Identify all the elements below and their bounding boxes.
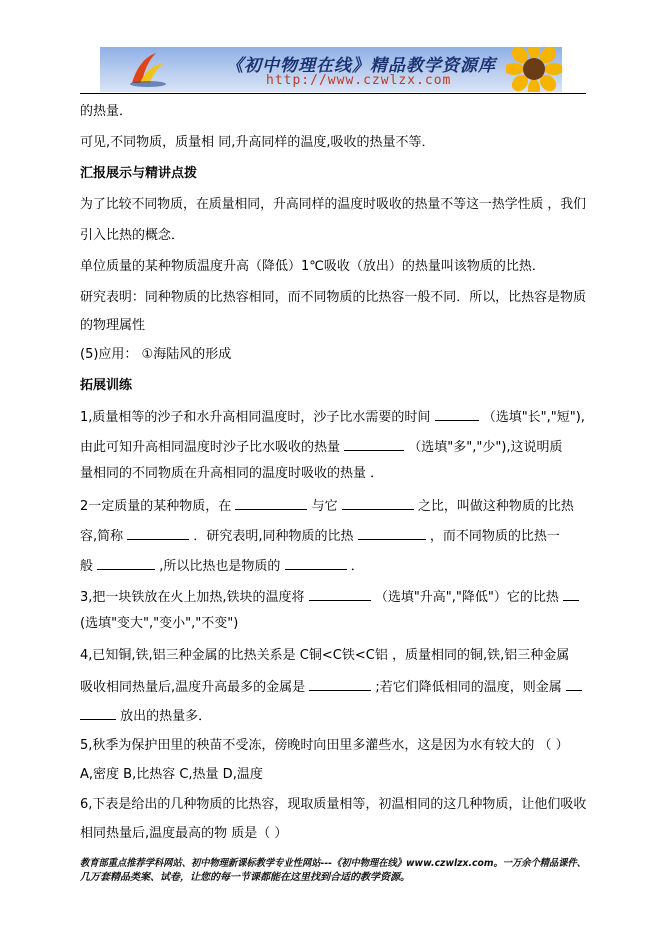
question-text: （选填"长","短"),: [482, 410, 585, 425]
answer-blank[interactable]: [309, 588, 371, 601]
question-1-line-2: [80, 438, 563, 456]
text-line: 的热量．: [80, 104, 133, 119]
question-6-line-1: 6,下表是给出的几种物质的比热容，现取质量相等，初温相同的这几种物质，让他们吸收: [80, 797, 587, 812]
question-2-line-1: [80, 497, 574, 515]
answer-blank[interactable]: [309, 678, 371, 691]
question-3-line-2: [80, 616, 238, 632]
answer-blank[interactable]: [344, 438, 404, 451]
question-text: 3,把一块铁放在火上加热,铁块的温度将: [80, 590, 305, 605]
question-text: 2一定质量的某种物质，在: [80, 499, 232, 514]
question-text: 1,质量相等的沙子和水升高相同温度时，沙子比水需要的时间: [80, 410, 431, 425]
question-text: 由此可知升高相同温度时沙子比水吸收的热量: [80, 440, 341, 455]
question-5-line-1: 5,秋季为保护田里的秧苗不受冻，傍晚时向田里多灌些水，这是因为水有较大的 （ ）: [80, 738, 569, 753]
answer-blank[interactable]: [563, 588, 579, 601]
text-line: 为了比较不同物质，在质量相同，升高同样的温度时吸收的热量不等这一热学性质 ，我们: [80, 197, 587, 212]
question-3-line-1: [80, 588, 579, 606]
question-1-line-1: [80, 408, 585, 426]
question-2-line-3: [80, 557, 364, 575]
section-heading: 拓展训练: [80, 378, 133, 393]
question-2-line-2: [80, 527, 560, 545]
question-5-options: A,密度 B,比热容 C,热量 D,温度: [80, 767, 263, 782]
question-1-line-3: [80, 466, 383, 482]
question-text: ,所以比热也是物质的: [159, 559, 281, 574]
banner-title: 《初中物理在线》精品教学资源库: [226, 56, 496, 76]
footer-line: 几万套精品类案、试卷，让您的每一节课都能在这里找到合适的教学资源。: [80, 872, 410, 883]
section-heading: 汇报展示与精讲点拨: [80, 166, 198, 181]
question-4-line-2: [80, 678, 582, 696]
site-logo-icon: [126, 49, 170, 89]
question-text: （选填"升高","降低"）它的比热: [374, 590, 559, 605]
question-text: 吸收相同热量后,温度升高最多的金属是: [80, 680, 306, 695]
question-text: 容,简称: [80, 529, 124, 544]
question-text: （选填"多","少"),这说明质: [408, 440, 563, 455]
question-text: 与它: [311, 499, 338, 514]
question-text: ．: [370, 466, 384, 481]
answer-blank[interactable]: [97, 557, 155, 570]
text-line: 可见,不同物质，质量相 同,升高同样的温度,吸收的热量不等．: [80, 135, 435, 150]
answer-blank[interactable]: [566, 678, 582, 691]
header-rule: [80, 93, 586, 94]
question-text: (选填"变大","变小","不变"): [80, 616, 239, 631]
answer-blank[interactable]: [127, 527, 189, 540]
footer-line: 教育部重点推荐学科网站、初中物理新课标教学专业性网站---《初中物理在线》www.czwlzx.com。一万余个精品课件、: [80, 858, 587, 869]
question-text: ．: [350, 559, 364, 574]
question-text: ;若它们降低相同的温度，则金属: [375, 680, 562, 695]
text-line: (5)应用： ①海陆风的形成: [80, 347, 232, 362]
question-6-line-2: 相同热量后,温度最高的物 质是（ ）: [80, 826, 288, 841]
answer-blank[interactable]: [285, 557, 347, 570]
question-text: 般: [80, 559, 94, 574]
question-text: 4,已知铜,铁,铝三种金属的比热关系是 C铜<C铁<C铝 ，质量相同的铜,铁,铝三种金属: [80, 648, 570, 663]
question-text: 量相同的不同物质在升高相同的温度时吸收的热量: [80, 466, 367, 481]
answer-blank[interactable]: [435, 408, 479, 421]
answer-blank[interactable]: [342, 497, 414, 510]
text-line: 引入比热的概念．: [80, 228, 185, 243]
question-text: 之比，叫做这种物质的比热: [417, 499, 574, 514]
question-4-line-3: [80, 707, 211, 725]
answer-blank[interactable]: [358, 527, 426, 540]
answer-blank[interactable]: [80, 707, 116, 720]
sunflower-icon: [506, 47, 562, 92]
header-banner: [100, 47, 562, 92]
question-text: ，而不同物质的比热一: [429, 529, 560, 544]
text-line: 研究表明：同种物质的比热容相同，而不同物质的比热容一般不同．所以，比热容是物质: [80, 290, 587, 305]
banner-url[interactable]: http://www.czwlzx.com: [266, 73, 452, 88]
question-4-line-1: [80, 648, 569, 664]
question-text: ．研究表明,同种物质的比热: [193, 529, 354, 544]
text-line: 的物理属性: [80, 318, 146, 333]
text-line: 单位质量的某种物质温度升高（降低）1℃吸收（放出）的热量叫该物质的比热．: [80, 259, 545, 274]
answer-blank[interactable]: [235, 497, 307, 510]
question-text: 放出的热量多．: [120, 709, 212, 724]
